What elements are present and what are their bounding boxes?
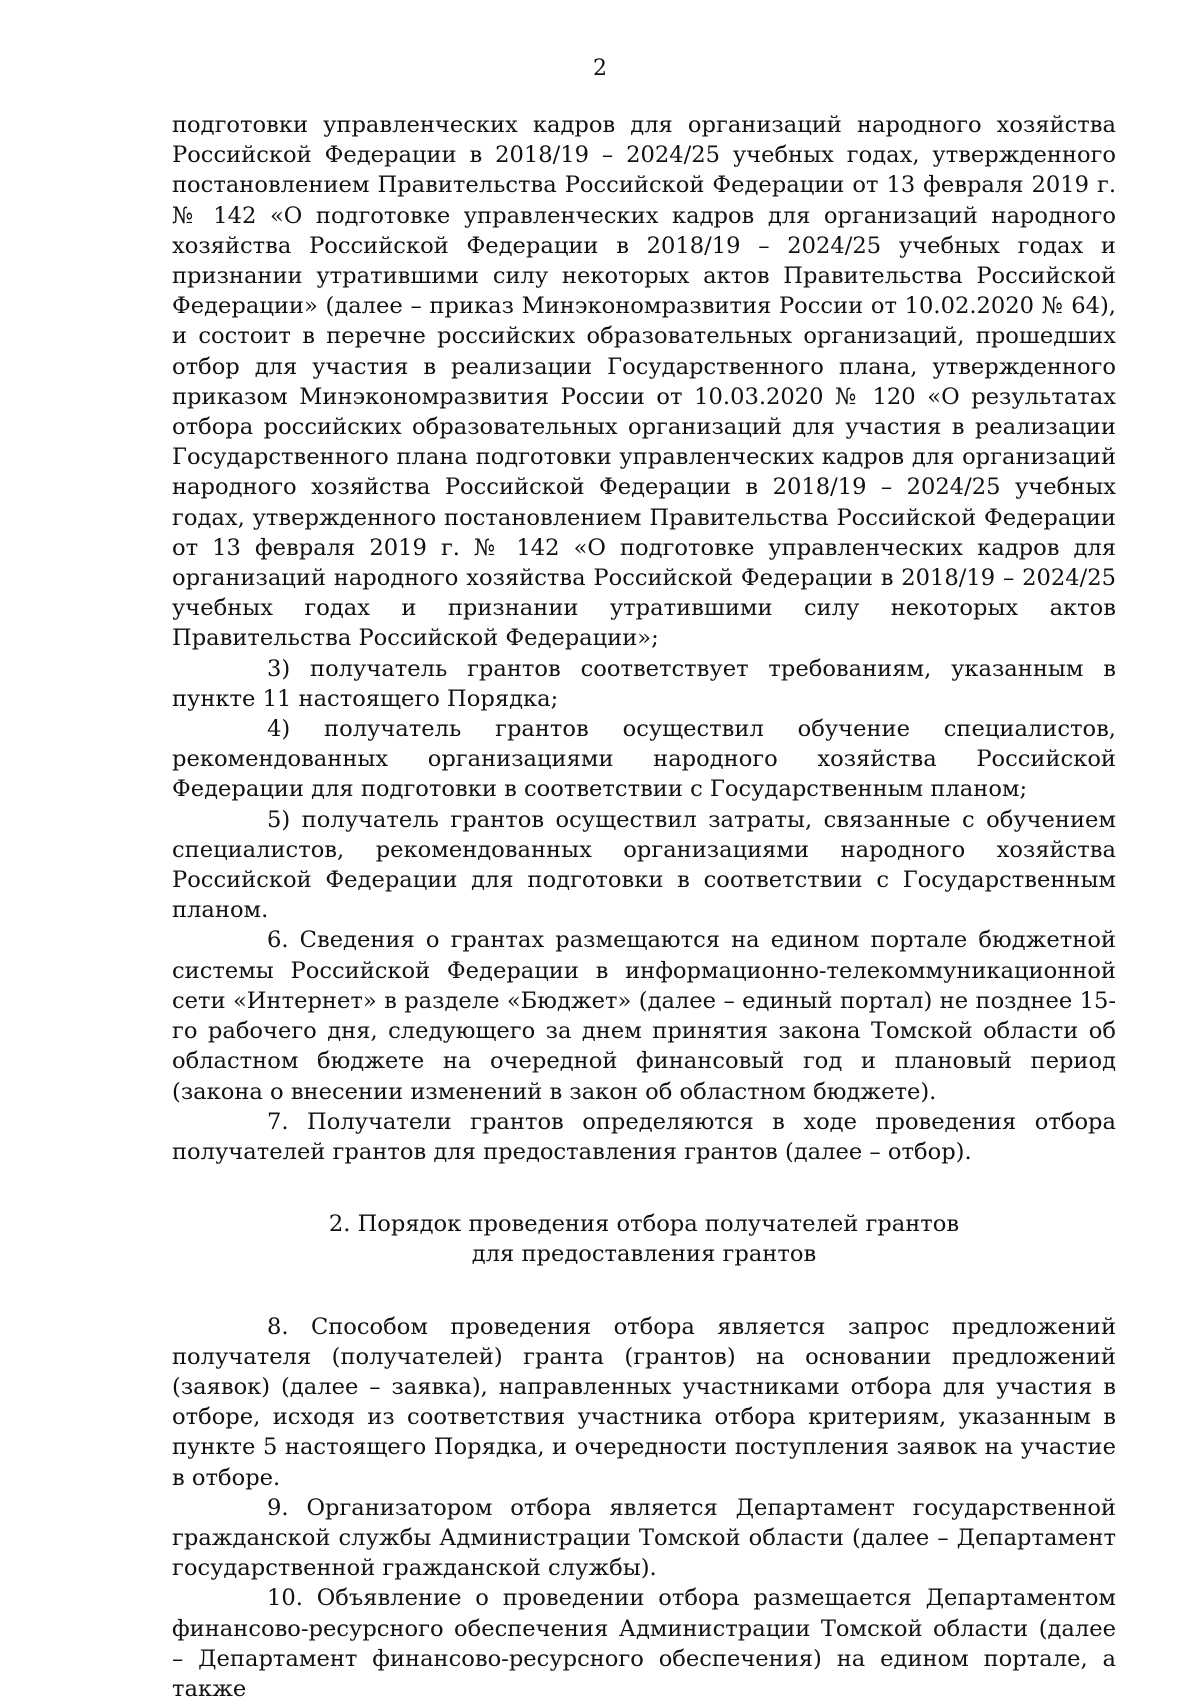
paragraph-continuation: подготовки управленческих кадров для организаций народного хозяйства Российской Федерации в 2018/19 – 2024/25 учебных годах, утвержденного постановлением Правительства Российской Федерации от 13 февраля 2019 г. № 142 «О подготовке управленческих кадров для организаций народного хозяйства Российской Федерации в 2018/19 – 2024/25 учебных годах и признании утратившими силу некоторых актов Правительства Российской Федерации» (далее – приказ Минэкономразвития России от 10.02.2020 № 64), и состоит в перечне российских образовательных организаций, прошедших отбор для участия в реализации Государственного плана, утвержденного приказом Минэкономразвития России от 10.03.2020 № 120 «О результатах отбора российских образовательных организаций для участия в реализации Государственного плана подготовки управленческих кадров для организаций народного хозяйства Российской Федерации в 2018/19 – 2024/25 учебных годах, утвержденного постановлением Правительства Российской Федерации от 13 февраля 2019 г. № 142 «О подготовке управленческих кадров для организаций народного хозяйства Российской Федерации в 2018/19 – 2024/25 учебных годах и признании утратившими силу некоторых актов Правительства Российской Федерации»; — [172, 112, 1116, 652]
paragraph-item-3: 3) получатель грантов соответствует требованиям, указанным в пункте 11 настоящего Порядка; — [172, 655, 1116, 712]
document-body — [172, 110, 1116, 1704]
paragraph-clause-9: 9. Организатором отбора является Департамент государственной гражданской службы Администрации Томской области (далее – Департамент государственной гражданской службы). — [172, 1494, 1116, 1582]
paragraph-clause-8: 8. Способом проведения отбора является запрос предложений получателя (получателей) гранта (грантов) на основании предложений (заявок) (далее – заявка), направленных участниками отбора для участия в отборе, исходя из соответствия участника отбора критериям, указанным в пункте 5 настоящего Порядка, и очередности поступления заявок на участие в отборе. — [172, 1313, 1116, 1491]
paragraph-clause-7: 7. Получатели грантов определяются в ходе проведения отбора получателей грантов для предоставления грантов (далее – отбор). — [172, 1108, 1116, 1165]
paragraph-item-5: 5) получатель грантов осуществил затраты, связанные с обучением специалистов, рекомендованных организациями народного хозяйства Российской Федерации для подготовки в соответствии с Государственным планом. — [172, 806, 1116, 924]
section-heading-line-2: для предоставления грантов — [471, 1241, 817, 1268]
paragraph-clause-6: 6. Сведения о грантах размещаются на едином портале бюджетной системы Российской Федерации в информационно-телекоммуникационной сети «Интернет» в разделе «Бюджет» (далее – единый портал) не позднее 15-го рабочего дня, следующего за днем принятия закона Томской области об областном бюджете на очередной финансовый год и плановый период (закона о внесении изменений в закон об областном бюджете). — [172, 927, 1116, 1105]
page-number: 2 — [593, 56, 607, 81]
section-heading-line-1: 2. Порядок проведения отбора получателей грантов — [328, 1211, 960, 1238]
section-heading — [172, 1209, 1116, 1269]
paragraph-item-4: 4) получатель грантов осуществил обучение специалистов, рекомендованных организациями народного хозяйства Российской Федерации для подготовки в соответствии с Государственным планом; — [172, 716, 1116, 803]
paragraph-clause-10: 10. Объявление о проведении отбора размещается Департаментом финансово-ресурсного обеспечения Администрации Томской области (далее – Департамент финансово-ресурсного обеспечения) на едином портале, а также — [172, 1585, 1116, 1702]
